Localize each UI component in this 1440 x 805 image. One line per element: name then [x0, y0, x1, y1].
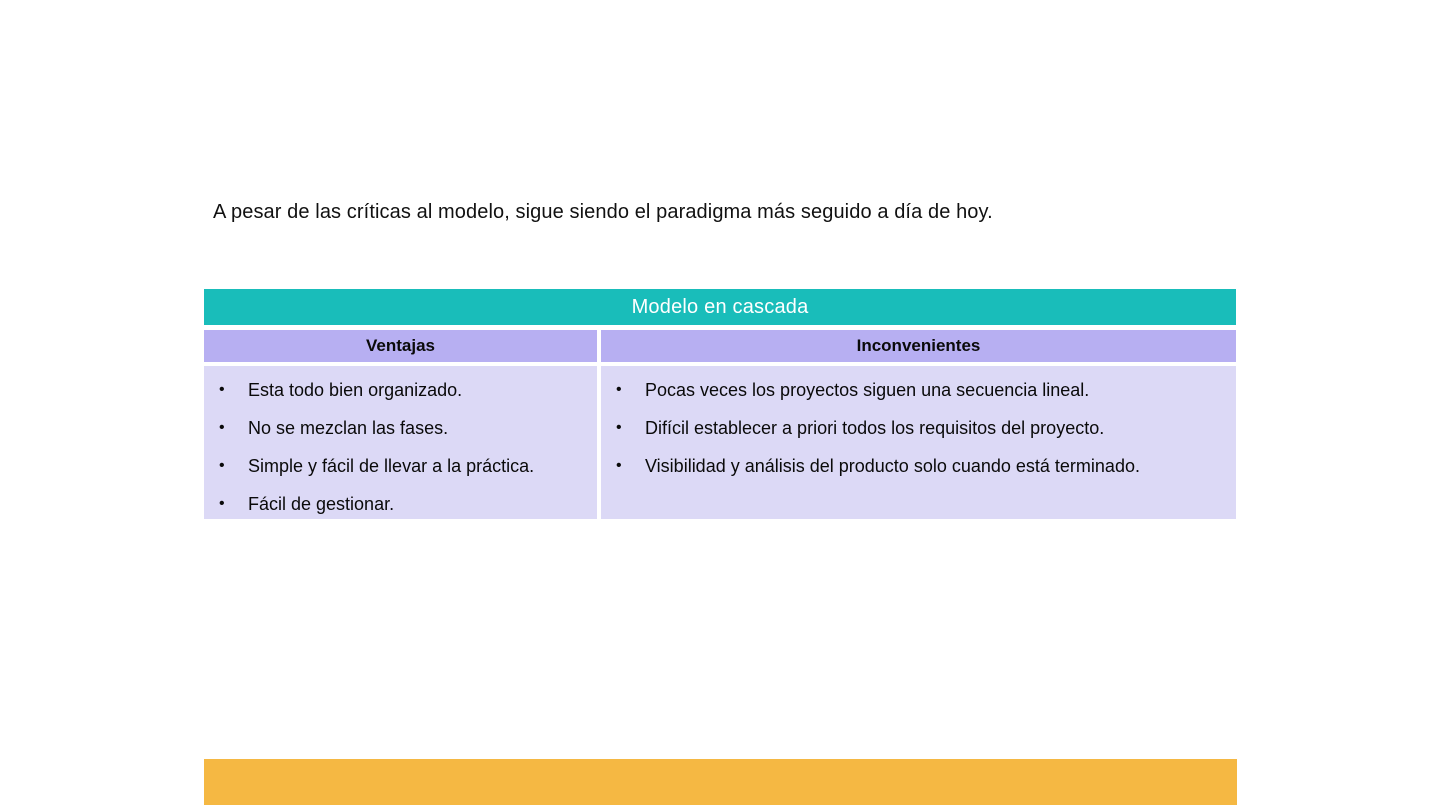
table-header-row: [204, 330, 1236, 362]
list-item: • Fácil de gestionar.: [204, 485, 597, 523]
list-item: • No se mezclan las fases.: [204, 409, 597, 447]
list-item: • Pocas veces los proyectos siguen una secuencia lineal.: [601, 371, 1236, 409]
column-header-ventajas: Ventajas: [204, 330, 597, 362]
inconvenientes-list: [601, 371, 1236, 485]
waterfall-model-table: [204, 289, 1236, 519]
ventajas-list: [204, 371, 597, 523]
list-item: • Esta todo bien organizado.: [204, 371, 597, 409]
ventajas-cell: [204, 366, 597, 519]
list-item: • Visibilidad y análisis del producto solo cuando está terminado.: [601, 447, 1236, 485]
column-header-inconvenientes: Inconvenientes: [601, 330, 1236, 362]
list-item: • Simple y fácil de llevar a la práctica.: [204, 447, 597, 485]
intro-text: A pesar de las críticas al modelo, sigue siendo el paradigma más seguido a día de hoy.: [213, 201, 993, 223]
table-title: Modelo en cascada: [204, 289, 1236, 325]
list-item: • Difícil establecer a priori todos los requisitos del proyecto.: [601, 409, 1236, 447]
inconvenientes-cell: [601, 366, 1236, 519]
table-body-row: [204, 366, 1236, 519]
footer-accent-bar: [204, 759, 1237, 805]
